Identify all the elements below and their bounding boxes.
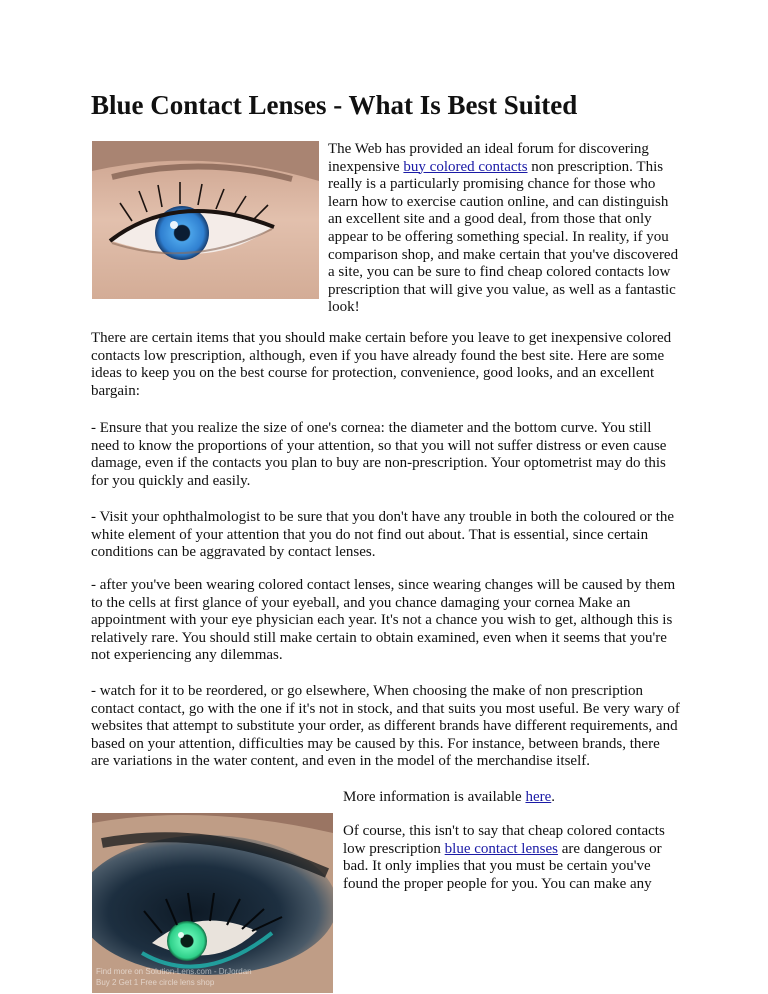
body-paragraph-1: There are certain items that you should make certain before you leave to get inexpensive colored contacts low prescription, although, even if you have already found the best site. Here are some ideas to keep you on the best course for protection, convenience, good looks, and an excellent bargain: (91, 330, 672, 399)
body-paragraph-5: - watch for it to be reordered, or go elsewhere, When choosing the make of non prescription contact contact, go with the one if it's not in stock, and that suits you most useful. Be very wary of websites that attempt to substitute your order, as different brands have different requirements, and based on your attention, difficulties may be caused by this. For instance, between brands, there are variations in the water content, and even in the model of the merchandise itself. (91, 683, 680, 770)
page-title: Blue Contact Lenses - What Is Best Suited (91, 90, 578, 120)
intro-text-start: The Web has provided an ideal forum for discovering inexpensive (328, 141, 649, 175)
intro-paragraph (328, 141, 680, 317)
closing-text-start: Of course, this isn't to say that cheap colored contacts low prescription (343, 823, 665, 857)
buy-colored-contacts-link[interactable]: buy colored contacts (403, 158, 528, 175)
body-paragraph-2: - Ensure that you realize the size of one's cornea: the diameter and the bottom curve. You still need to know the proportions of your attention, so that you will not suffer distress or even cause damage, even if the contacts you plan to buy are non-prescription. Your optometrist may do this for you quickly and easily. (91, 420, 667, 489)
closing-paragraph (343, 823, 683, 893)
green-eye-makeup-photo (92, 813, 333, 993)
closing-text-end: are dangerous or bad. It only implies that you must be certain you've found the proper people for you. You can make any (343, 840, 662, 892)
body-paragraph-4: - after you've been wearing colored contact lenses, since wearing changes will be caused by them to the cells at first glance of your eyeball, and you chance damaging your cornea Make an appointment with your eye physician each year. It's not a chance you wish to get, although this is relatively rare. You should still make certain to obtain examined, even when it seems that you're not experiencing any dilemmas. (91, 577, 676, 664)
body-paragraph-3: - Visit your ophthalmologist to be sure that you don't have any trouble in both the coloured or the white element of your attention that you do not find out about. That is essential, since certain conditions can be aggravated by contact lenses. (91, 509, 675, 561)
here-link[interactable]: here (525, 789, 552, 805)
blue-eye-photo (92, 141, 319, 299)
more-info-line (343, 789, 683, 807)
intro-text-end: non prescription. This really is a particularly promising chance for those who learn how to exercise caution online, and can distinguish an excellent site and a good deal, from those that only appear to be offering something special. In reality, if you comparison shop, and make certain that you've discovered a site, you can be sure to find cheap colored contacts low prescription that will give you value, as well as a fantastic look! (328, 158, 679, 316)
watermark-line-2: Buy 2 Get 1 Free circle lens shop (96, 978, 215, 987)
blue-contact-lenses-link[interactable]: blue contact lenses (444, 840, 558, 857)
watermark-line-1: Find more on Solution-Lens.com - DrJordan (96, 967, 252, 976)
more-info-text: More information is available (343, 789, 526, 805)
more-info-period: . (551, 789, 556, 805)
